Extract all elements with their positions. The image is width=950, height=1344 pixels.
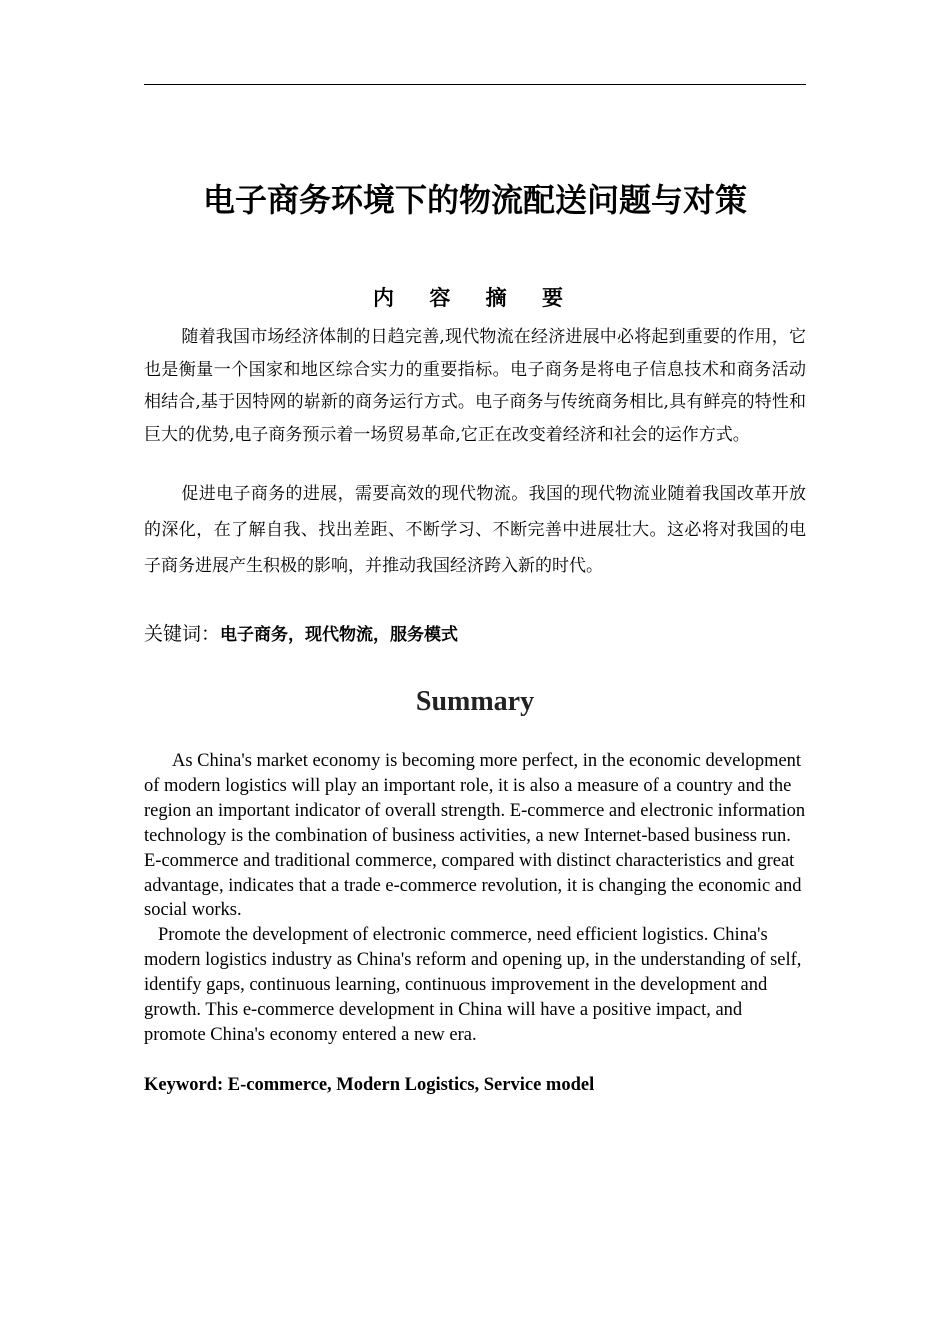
abstract-heading-cn: 内 容 摘 要 (373, 286, 577, 310)
document-title: 电子商务环境下的物流配送问题与对策 (202, 181, 747, 219)
abstract-paragraph-cn-1: 随着我国市场经济体制的日趋完善,现代物流在经济进展中必将起到重要的作用，它也是衡量一个国家和地区综合实力的重要指标。电子商务是将电子信息技术和商务活动相结合,基于因特网的崭新的商务运行方式。电子商务与传统商务相比,具有鲜亮的特性和巨大的优势,电子商务预示着一场贸易革命,它正在改变着经济和社会的运作方式。 (144, 327, 806, 445)
keywords-cn (144, 620, 806, 649)
keywords-label-cn: 关键词： (144, 623, 221, 645)
header-rule (144, 84, 806, 85)
abstract-heading-en: Summary (415, 686, 535, 717)
keywords-values-cn: 电子商务，现代物流，服务模式 (220, 625, 459, 645)
keywords-en: Keyword: E-commerce, Modern Logistics, Service model (144, 1075, 595, 1095)
abstract-paragraph-en-2: Promote the development of electronic commerce, need efficient logistics. China's modern logistics industry as China's reform and opening up, in the understanding of self, identify gaps, continuous learning, continuous improvement in the development and growth. This e-commerce development in China will have a positive impact, and promote China's economy entered a new era. (144, 925, 802, 1045)
abstract-paragraph-en-1: As China's market economy is becoming more perfect, in the economic development of modern logistics will play an important role, it is also a measure of a country and the region an important indicator of overall strength. E-commerce and electronic information technology is the combination of business activities, a new Internet-based business run. E-commerce and traditional commerce, compared with distinct characteristics and great advantage, indicates that a trade e-commerce revolution, it is changing the economic and social works. (144, 751, 806, 921)
abstract-paragraph-cn-2: 促进电子商务的进展，需要高效的现代物流。我国的现代物流业随着我国改革开放的深化，在了解自我、找出差距、不断学习、不断完善中进展壮大。这必将对我国的电子商务进展产生积极的影响，并推动我国经济跨入新的时代。 (144, 484, 806, 576)
